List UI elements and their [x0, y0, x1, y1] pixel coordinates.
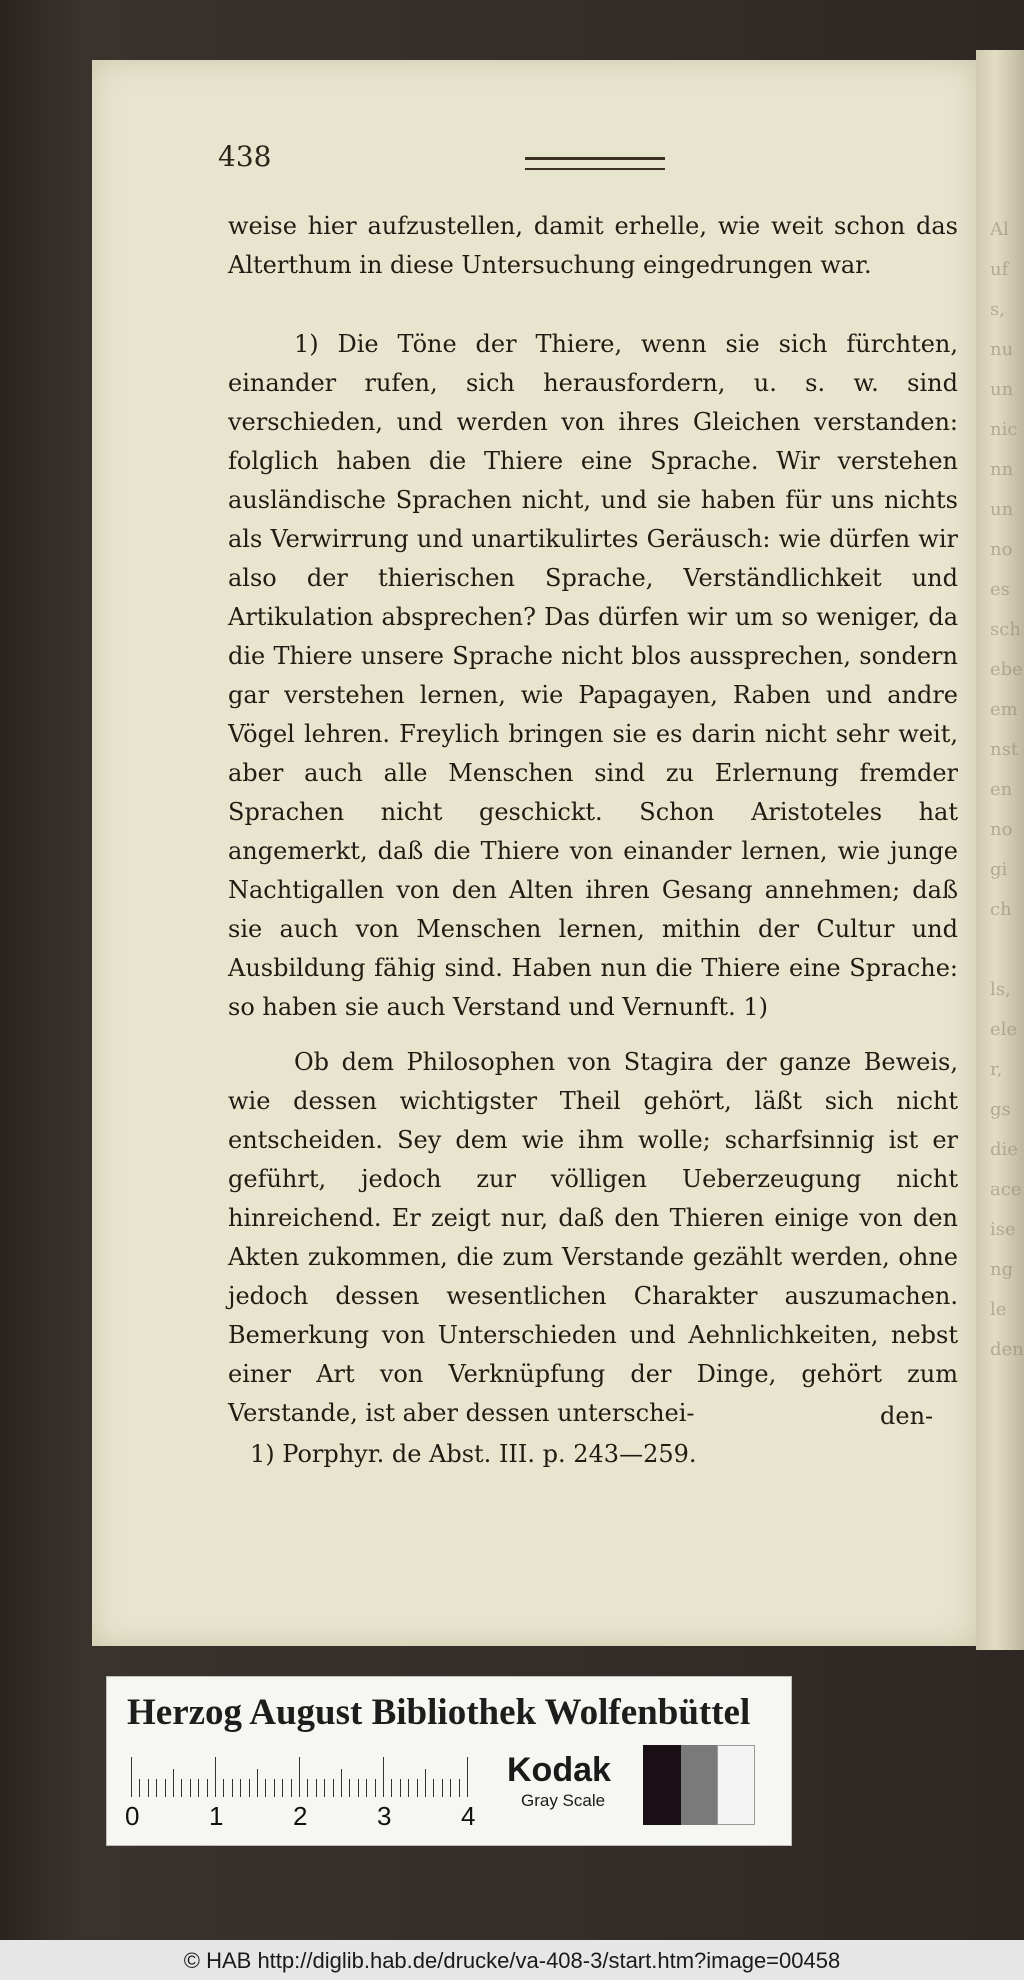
scale-number-3: 3: [377, 1801, 392, 1831]
ruler-tick: [274, 1779, 275, 1797]
page-number: 438: [218, 140, 272, 173]
copyright-footer: [0, 1940, 1024, 1980]
ruler-tick: [333, 1779, 334, 1797]
ruler-tick: [173, 1769, 174, 1797]
ruler-tick: [316, 1779, 317, 1797]
gray-scale-label: Gray Scale: [521, 1791, 606, 1810]
ruler-tick: [459, 1779, 460, 1797]
ruler-tick: [215, 1757, 216, 1797]
ruler-tick: [223, 1779, 224, 1797]
ruler-tick: [442, 1779, 443, 1797]
paragraph-2: 1) Die Töne der Thiere, wenn sie sich fürchten, einander rufen, sich herausfordern, u. s. w. sind verschieden, und werden von ihres Gleichen verstanden: folglich haben die Thiere eine Sprache. Wir verstehen ausländische Sprachen nicht, und sie haben für uns nichts als Verwirrung und unartikulirtes Geräusch: wie dürfen wir also der thierischen Sprache, Verständlichkeit und Artikulation absprechen? Das dürfen wir um so weniger, da die Thiere unsere Sprache nicht blos aussprechen, sondern gar verstehen lernen, wie Papagayen, Raben und andre Vögel lehren. Freylich bringen sie es darin nicht sehr weit, aber auch alle Menschen sind zu Erlernung fremder Sprachen nicht geschickt. Schon Aristoteles hat angemerkt, daß die Thiere von einander lernen, wie junge Nachtigallen von den Alten ihren Gesang annehmen; daß sie auch von Menschen lernen, mithin der Cultur und Ausbildung fähig sind. Haben nun die Thiere eine Sprache: so haben sie auch Verstand und Vernunft. 1): [228, 330, 958, 1021]
copyright-text: © HAB http://diglib.hab.de/drucke/va-408-3/start.htm?image=00458: [183, 1948, 841, 1973]
ruler-tick: [433, 1779, 434, 1797]
ruler-tick: [190, 1779, 191, 1797]
ruler-tick: [391, 1779, 392, 1797]
ruler-tick: [265, 1779, 266, 1797]
ruler-tick: [291, 1779, 292, 1797]
ruler-tick: [249, 1779, 250, 1797]
ruler-tick: [375, 1779, 376, 1797]
ruler-tick: [408, 1779, 409, 1797]
ruler-tick: [148, 1779, 149, 1797]
scale-number-0: 0: [125, 1801, 140, 1831]
ruler-tick: [366, 1779, 367, 1797]
swatch-white: [717, 1745, 755, 1825]
ruler-tick: [232, 1779, 233, 1797]
kodak-logo: Kodak: [507, 1751, 611, 1789]
ruler-tick: [349, 1779, 350, 1797]
paragraph-3: Ob dem Philosophen von Stagira der ganze Beweis, wie dessen wichtigster Theil gehört, läßt sich nicht entscheiden. Sey dem wie ihm wolle; scharfsinnig ist er geführt, jedoch zur völligen Ueberzeugung nicht hinreichend. Er zeigt nur, daß den Thieren einige von den Akten zukommen, die zum Verstande gezählt werden, ohne jedoch dessen wesentlichen Charakter auszumachen. Bemerkung von Unterschieden und Aehnlichkeiten, nebst einer Art von Verknüpfung der Dinge, gehört zum Verstande, ist aber dessen unterschei-: [228, 1048, 958, 1427]
ruler-tick: [467, 1757, 468, 1797]
ruler-tick: [299, 1757, 300, 1797]
ruler-tick: [341, 1769, 342, 1797]
ruler-tick: [324, 1779, 325, 1797]
facing-page-text: Al uf s, nu un nic nn un no es sch ebe em nst en no gi ch ls, ele r, gs die ace ise ng le den: [990, 219, 1024, 1360]
scale-number-2: 2: [293, 1801, 308, 1831]
ruler-tick: [425, 1769, 426, 1797]
color-calibration-target: [106, 1676, 792, 1846]
ruler-tick: [257, 1769, 258, 1797]
ruler-tick: [181, 1779, 182, 1797]
ruler-tick: [139, 1779, 140, 1797]
ruler-tick: [383, 1757, 384, 1797]
ruler-tick: [156, 1779, 157, 1797]
ruler-tick: [198, 1779, 199, 1797]
catchword: den-: [880, 1402, 934, 1430]
scale-ruler: [131, 1755, 481, 1797]
footnote: 1) Porphyr. de Abst. III. p. 243—259.: [250, 1440, 697, 1468]
scale-number-1: 1: [209, 1801, 224, 1831]
swatch-black: [643, 1745, 681, 1825]
header-ornament-rule: [525, 157, 665, 170]
ruler-tick: [131, 1757, 132, 1797]
scale-number-4: 4: [461, 1801, 476, 1831]
library-name: Herzog August Bibliothek Wolfenbüttel: [127, 1692, 751, 1733]
paragraph-1: weise hier aufzustellen, damit erhelle, wie weit schon das Alterthum in diese Untersuchung eingedrungen war.: [228, 212, 958, 279]
ruler-tick: [165, 1779, 166, 1797]
ruler-tick: [417, 1779, 418, 1797]
ruler-tick: [358, 1779, 359, 1797]
ruler-tick: [240, 1779, 241, 1797]
ruler-tick: [282, 1779, 283, 1797]
ruler-tick: [400, 1779, 401, 1797]
swatch-gray: [681, 1745, 717, 1825]
ruler-tick: [307, 1779, 308, 1797]
ruler-tick: [207, 1779, 208, 1797]
ruler-tick: [450, 1779, 451, 1797]
